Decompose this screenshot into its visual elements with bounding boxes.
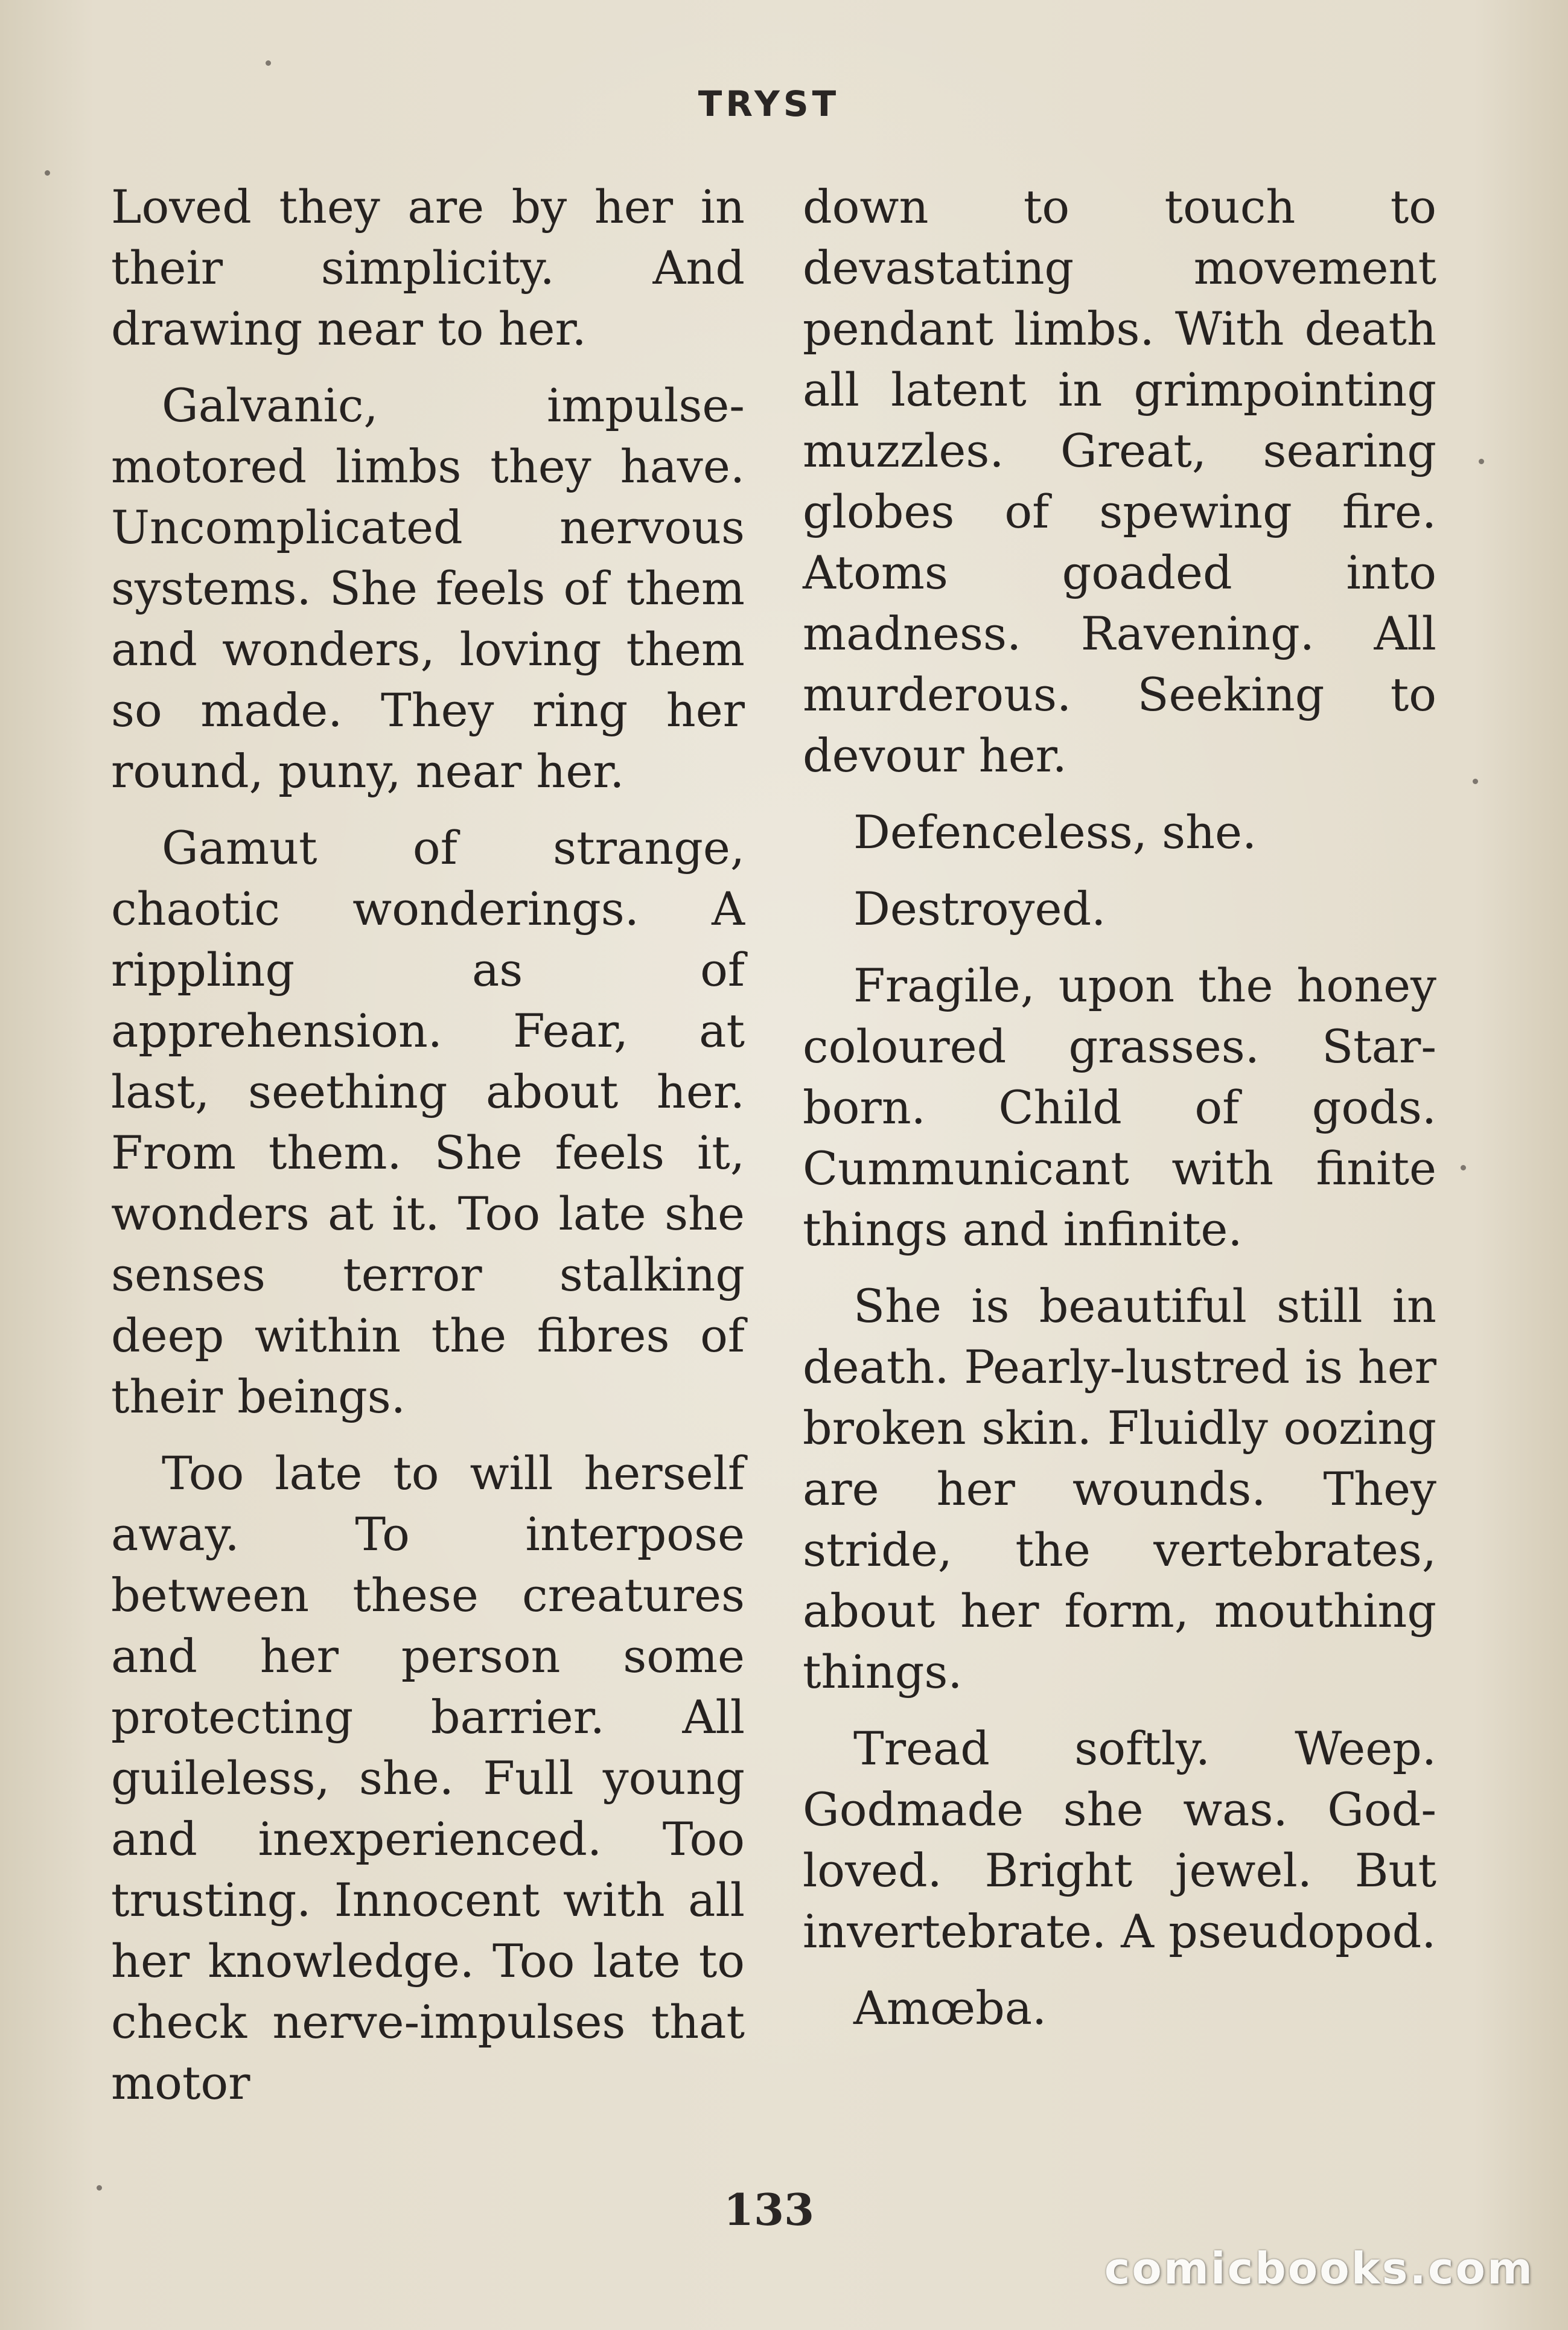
paragraph: She is beautiful still in death. Pearly-lustred is her broken skin. Fluidly oozing are her wounds. They stride, the vertebrates, about her form, mouthing things. bbox=[803, 1279, 1436, 1699]
paragraph: Galvanic, impulse-motored limbs they have. Uncomplicated nervous systems. She feels of them and wonders, loving them so made. They ring her round, puny, near her. bbox=[111, 378, 745, 798]
print-speck bbox=[97, 2185, 102, 2191]
paragraph: Gamut of strange, chaotic wonderings. A rippling as of apprehension. Fear, at last, seething about her. From them. She feels it, wonders at it. Too late she senses terror stalking deep within the fibres of their beings. bbox=[111, 821, 745, 1423]
print-speck bbox=[266, 60, 271, 66]
right-column bbox=[803, 176, 1436, 2054]
paragraph: Destroyed. bbox=[853, 882, 1106, 936]
paragraph: Tread softly. Weep. Godmade she was. God-loved. Bright jewel. But invertebrate. A pseudopod. bbox=[803, 1722, 1436, 1958]
paragraph: Defenceless, she. bbox=[853, 805, 1257, 859]
page-number: 133 bbox=[723, 2184, 815, 2235]
paragraph: Loved they are by her in their simplicity. And drawing near to her. bbox=[111, 180, 745, 356]
left-column bbox=[111, 176, 745, 2129]
paragraph: Too late to will herself away. To interpose between these creatures and her person some protecting barrier. All guileless, she. Full young and inexperienced. Too trusting. Innocent with all her knowledge. Too late to check nerve-impulses that motor bbox=[111, 1446, 745, 2110]
print-speck bbox=[1461, 1165, 1466, 1170]
watermark: comicbooks.com bbox=[1104, 2243, 1534, 2294]
paragraph: down to touch to devastating movement pendant limbs. With death all latent in grimpointing muzzles. Great, searing globes of spewing fire. Atoms goaded into madness. Ravening. All murderous. Seeking to devour her. bbox=[803, 180, 1436, 782]
print-speck bbox=[1473, 779, 1478, 784]
paragraph: Amœba. bbox=[853, 1981, 1047, 2035]
paragraph: Fragile, upon the honey coloured grasses. Star-born. Child of gods. Cummunicant with finite things and infinite. bbox=[803, 959, 1436, 1256]
print-speck bbox=[1479, 459, 1484, 464]
running-head: TRYST bbox=[698, 83, 840, 124]
print-speck bbox=[45, 170, 50, 176]
